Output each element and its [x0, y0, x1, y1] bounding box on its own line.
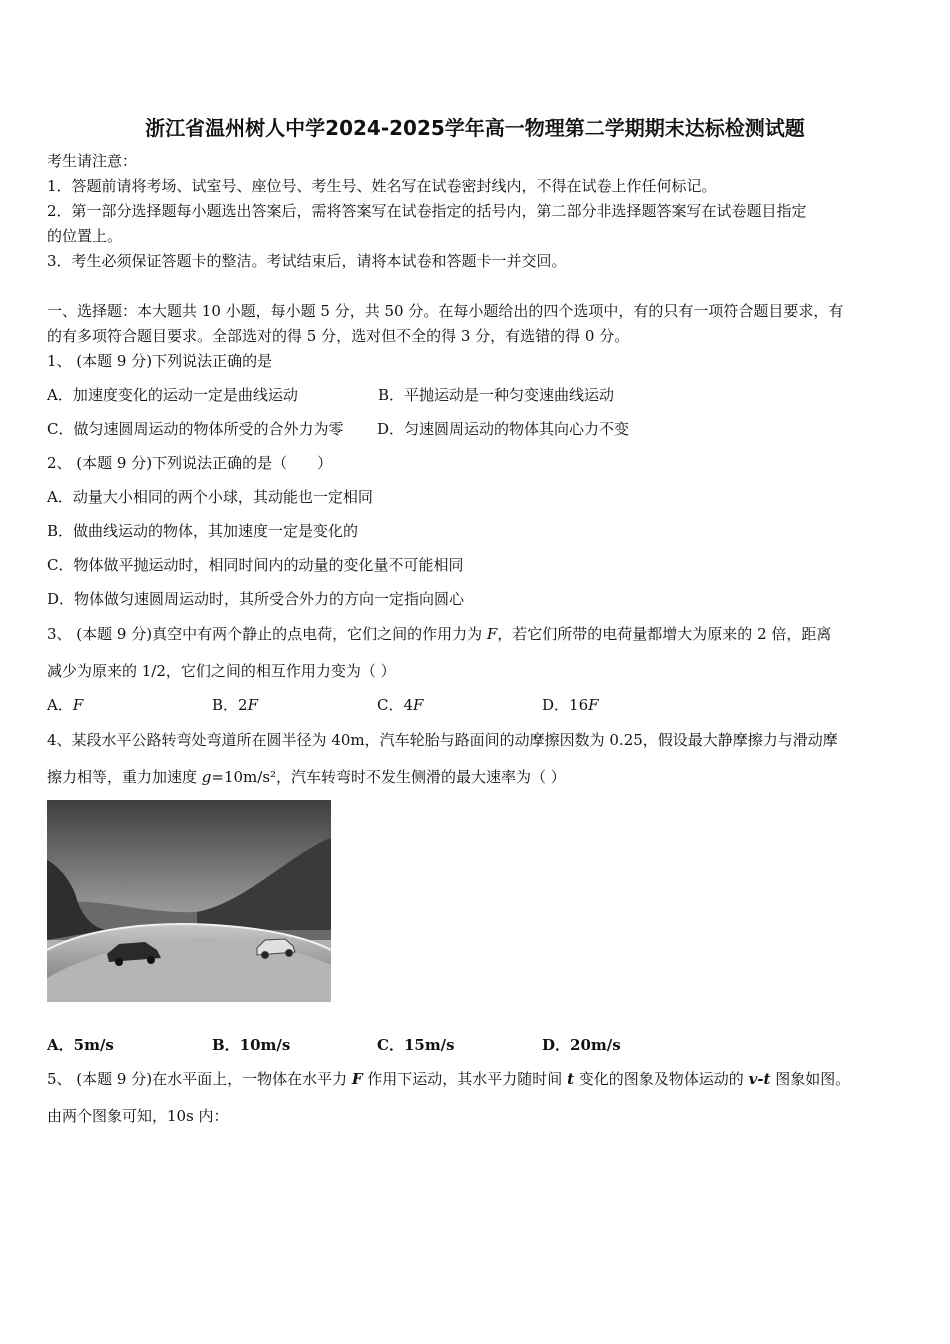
q2-option-a: A．动量大小相同的两个小球，其动能也一定相同: [47, 488, 373, 506]
q3-option-c-var: F: [413, 696, 424, 714]
q5-stem-part-a: 5、 (本题 9 分)在水平面上，一物体在水平力: [47, 1070, 352, 1088]
q5-stem-var-t: t: [567, 1070, 575, 1088]
q4-stem-var-g: g: [201, 768, 212, 786]
q5-stem-var-vt: v-t: [748, 1070, 771, 1088]
q5-stem-line-1: [47, 1069, 850, 1089]
q1-stem: 1、 (本题 9 分)下列说法正确的是: [47, 352, 273, 370]
q3-option-d-var: F: [588, 696, 599, 714]
q1-option-d: D．匀速圆周运动的物体其向心力不变: [377, 420, 630, 438]
q1-option-c: C．做匀速圆周运动的物体所受的合外力为零: [47, 420, 344, 438]
q3-stem-line-2: 减少为原来的 1/2，它们之间的相互作用力变为（ ）: [47, 662, 396, 680]
q4-option-c: C．15m/s: [377, 1036, 455, 1054]
notice-item-3: 3．考生必须保证答题卡的整洁。考试结束后，请将本试卷和答题卡一并交回。: [47, 252, 567, 270]
q3-option-a: [47, 695, 83, 715]
notice-heading: 考生请注意：: [47, 152, 138, 170]
q1-option-b: B．平抛运动是一种匀变速曲线运动: [378, 386, 615, 404]
q2-stem: 2、 (本题 9 分)下列说法正确的是（ ）: [47, 454, 333, 472]
q3-option-d: [542, 695, 599, 715]
q3-option-d-label: D．16: [542, 696, 589, 714]
q3-option-c-label: C．4: [377, 696, 414, 714]
q4-option-a: A．5m/s: [47, 1036, 114, 1054]
q5-stem-line-2: 由两个图象可知，10s 内：: [47, 1107, 229, 1125]
q3-option-c: [377, 695, 423, 715]
q2-option-b: B．做曲线运动的物体，其加速度一定是变化的: [47, 522, 359, 540]
q4-option-d: D．20m/s: [542, 1036, 621, 1054]
q4-stem-part-a: 擦力相等，重力加速度: [47, 768, 202, 786]
section-intro-line-1: 一、选择题：本大题共 10 小题，每小题 5 分，共 50 分。在每小题给出的四个选项中，有的只有一项符合题目要求，有: [47, 302, 844, 320]
q3-option-a-label: A．: [47, 696, 73, 714]
notice-item-1: 1．答题前请将考场、试室号、座位号、考生号、姓名写在试卷密封线内，不得在试卷上作任何标记。: [47, 177, 717, 195]
q3-stem-part-b: ，若它们所带的电荷量都增大为原来的 2 倍，距离: [497, 625, 832, 643]
q4-stem-part-b: =10m/s²，汽车转弯时不发生侧滑的最大速率为（ ）: [211, 768, 566, 786]
q5-stem-part-c: 变化的图象及物体运动的: [574, 1070, 749, 1088]
q3-option-a-var: F: [72, 696, 84, 714]
page-title: 浙江省温州树人中学2024-2025学年高一物理第二学期期末达标检测试题: [145, 116, 805, 140]
notice-item-2-cont: 的位置上。: [47, 227, 123, 245]
notice-item-2: 2．第一部分选择题每小题选出答案后，需将答案写在试卷指定的括号内，第二部分非选择题答案写在试卷题目指定: [47, 202, 807, 220]
q3-option-b: [212, 695, 258, 715]
q2-option-d: D．物体做匀速圆周运动时，其所受合外力的方向一定指向圆心: [47, 590, 465, 608]
q4-stem-line-2: [47, 767, 566, 787]
q5-stem-part-d: 图象如图。: [770, 1070, 851, 1088]
section-intro-line-2: 的有多项符合题目要求。全部选对的得 5 分，选对但不全的得 3 分，有选错的得 0 分。: [47, 327, 630, 345]
q5-stem-var-f: F: [351, 1070, 363, 1088]
q3-option-b-var: F: [247, 696, 258, 714]
q3-option-b-label: B．2: [212, 696, 248, 714]
q3-stem-part-a: 3、 (本题 9 分)真空中有两个静止的点电荷，它们之间的作用力为: [47, 625, 487, 643]
q2-option-c: C．物体做平抛运动时，相同时间内的动量的变化量不可能相同: [47, 556, 464, 574]
q3-stem-line-1: [47, 624, 831, 644]
q4-stem-line-1: 4、某段水平公路转弯处弯道所在圆半径为 40m，汽车轮胎与路面间的动摩擦因数为 0.25，假设最大静摩擦力与滑动摩: [47, 731, 838, 749]
q5-stem-part-b: 作用下运动，其水平力随时间: [362, 1070, 568, 1088]
q1-option-a: A．加速度变化的运动一定是曲线运动: [47, 386, 298, 404]
curved-road-photo: [47, 800, 331, 1002]
q3-stem-var-f: F: [486, 625, 498, 643]
q4-option-b: B．10m/s: [212, 1036, 291, 1054]
